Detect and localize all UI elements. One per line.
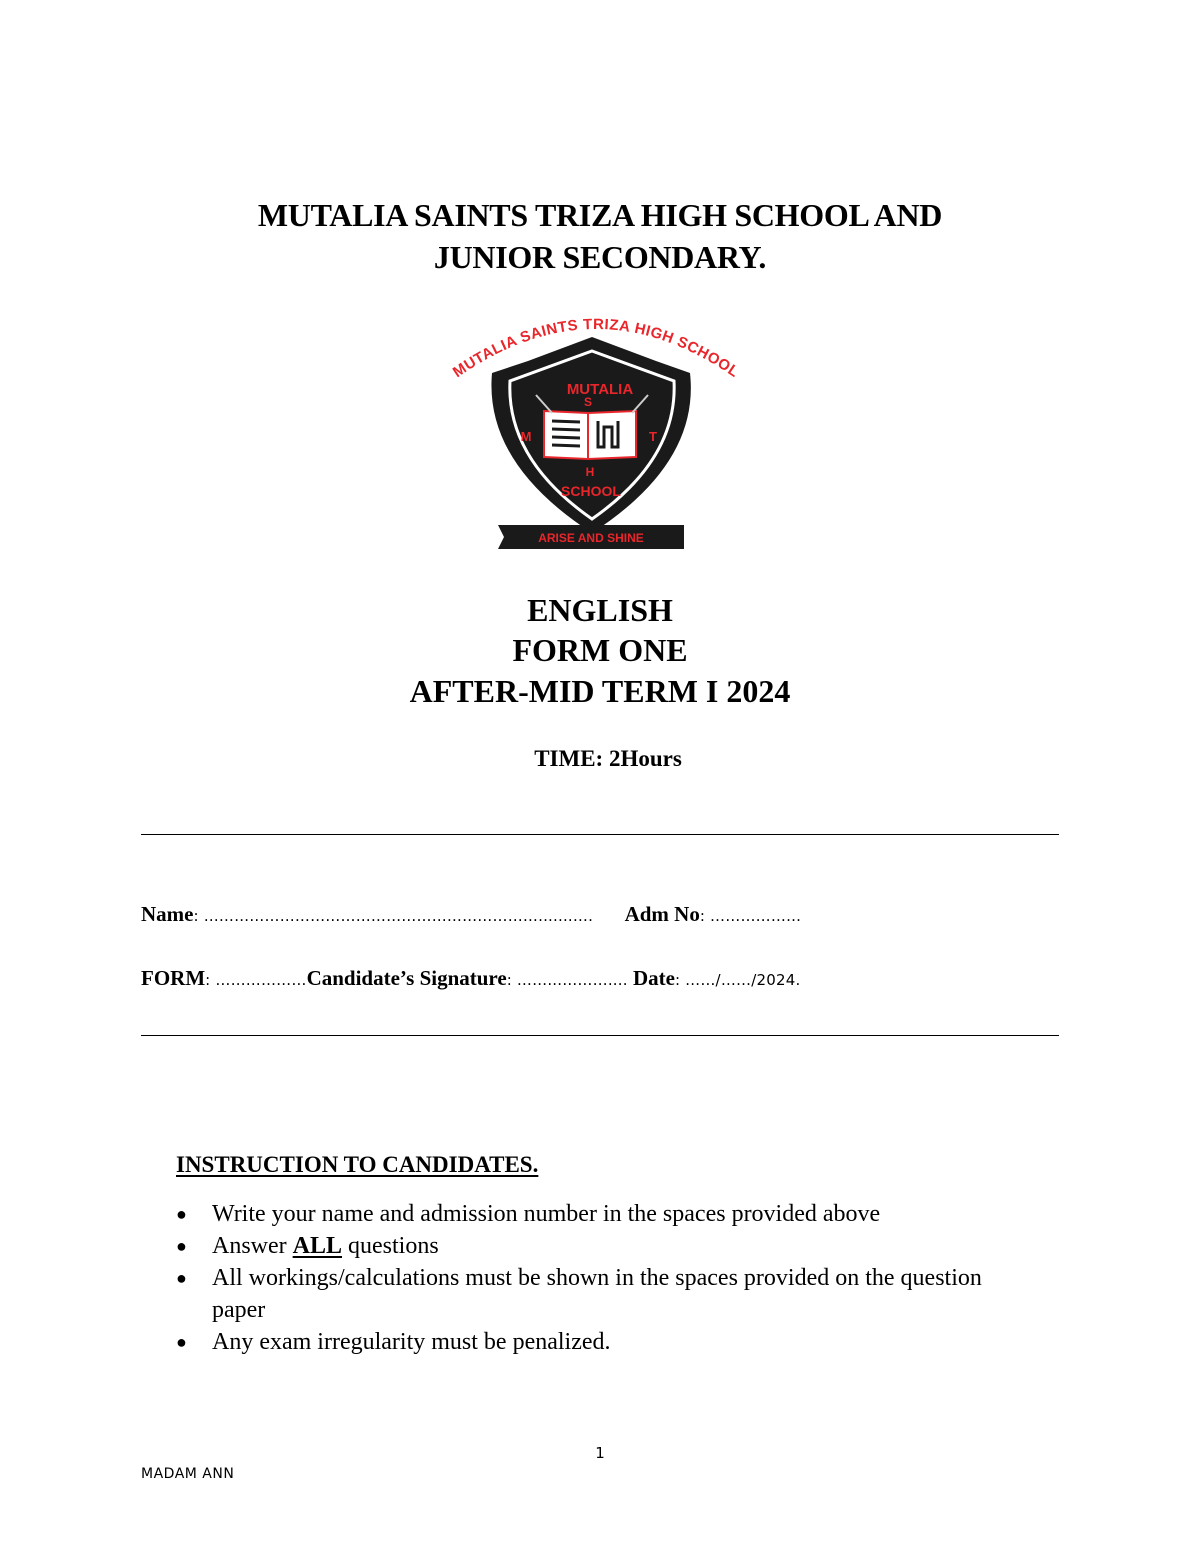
school-name-line-2: JUNIOR SECONDARY. bbox=[433, 239, 767, 275]
crest-letter-t: T bbox=[649, 429, 657, 444]
instruction-list bbox=[176, 1198, 1016, 1358]
form-signature-date-row bbox=[141, 966, 800, 991]
instruction-item bbox=[176, 1262, 1016, 1326]
crest-letter-h: H bbox=[585, 465, 595, 479]
crest-letter-m: M bbox=[520, 429, 532, 444]
form-label: FORM bbox=[141, 966, 206, 990]
page-number: 1 bbox=[595, 1444, 605, 1462]
instruction-item bbox=[176, 1230, 1016, 1262]
form-field[interactable]: : ……………… bbox=[205, 971, 307, 989]
exam-time: TIME: 2Hours bbox=[534, 746, 682, 771]
motto-ribbon bbox=[498, 525, 684, 549]
instruction-item bbox=[176, 1326, 1016, 1358]
motto-text: ARISE AND SHINE bbox=[538, 531, 644, 545]
divider-bottom bbox=[141, 1035, 1059, 1036]
name-adm-row bbox=[141, 902, 801, 927]
adm-no-label: Adm No bbox=[624, 902, 700, 926]
instruction-text: Any exam irregularity must be penalized. bbox=[212, 1329, 611, 1355]
crest-top-text: MUTALIA bbox=[566, 381, 634, 398]
date-field[interactable]: : ……/……/2024. bbox=[674, 971, 801, 989]
date-label: Date bbox=[632, 966, 675, 990]
instruction-text: All workings/calculations must be shown in the spaces provided on the question paper bbox=[212, 1265, 982, 1323]
bullet-icon: ● bbox=[176, 1236, 187, 1256]
name-field[interactable]: : ………………………………………………………….......…. bbox=[193, 907, 594, 925]
exam-subject: ENGLISH bbox=[527, 592, 673, 628]
bullet-icon: ● bbox=[176, 1332, 187, 1352]
instruction-emphasis: ALL bbox=[292, 1233, 343, 1259]
bullet-icon: ● bbox=[176, 1268, 187, 1288]
exam-term: AFTER-MID TERM I 2024 bbox=[409, 673, 791, 709]
divider-top bbox=[141, 834, 1059, 835]
footer-author: MADAM ANN bbox=[141, 1466, 235, 1482]
adm-no-field[interactable]: : ……………… bbox=[699, 907, 802, 925]
crest-bottom-text: SCHOOL bbox=[561, 483, 621, 499]
name-label: Name bbox=[141, 902, 194, 926]
logo-arc-text: MUTALIA SAINTS TRIZA HIGH SCHOOL bbox=[449, 315, 743, 382]
school-name-line-1: MUTALIA SAINTS TRIZA HIGH SCHOOL AND bbox=[257, 197, 943, 233]
instruction-text: Write your name and admission number in the spaces provided above bbox=[212, 1201, 881, 1227]
exam-form-level: FORM ONE bbox=[512, 632, 688, 668]
instruction-text-suffix: questions bbox=[342, 1233, 439, 1259]
school-crest-logo bbox=[428, 313, 764, 555]
signature-field[interactable]: : ……...……….... bbox=[506, 971, 628, 989]
instruction-text-prefix: Answer bbox=[212, 1233, 293, 1259]
instructions-heading: INSTRUCTION TO CANDIDATES. bbox=[176, 1152, 539, 1177]
signature-label: Candidate’s Signature bbox=[306, 966, 507, 990]
crest-letter-s: S bbox=[583, 395, 593, 409]
instruction-item bbox=[176, 1198, 1016, 1230]
bullet-icon: ● bbox=[176, 1204, 187, 1224]
